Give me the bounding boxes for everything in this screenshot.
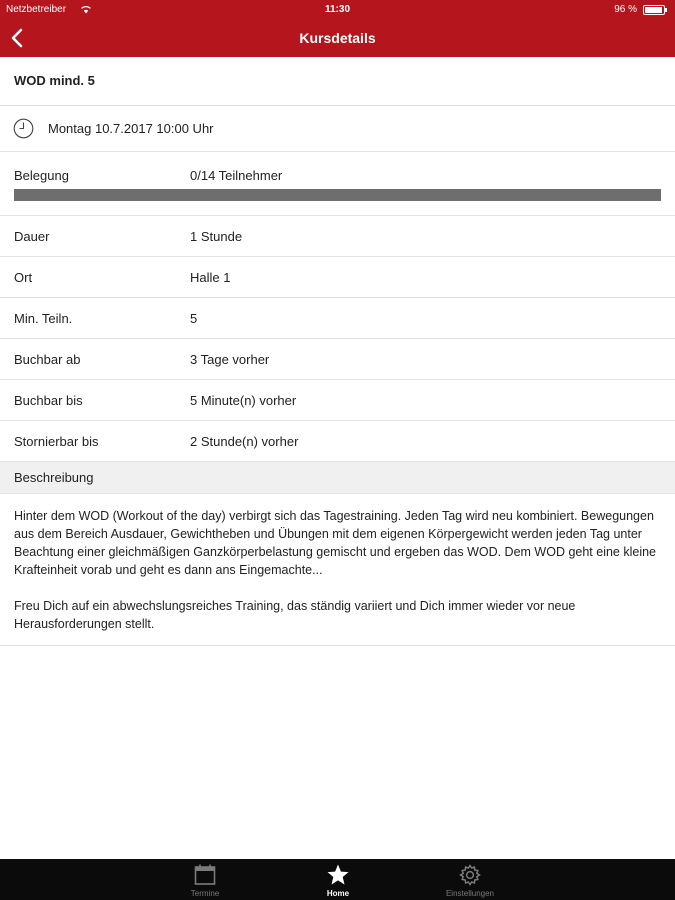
gear-icon (458, 863, 482, 887)
description-paragraph: Freu Dich auf ein abwechslungsreiches Training, das ständig variiert und Dich immer wieder vor neue Herausforderungen stellt. (14, 599, 576, 631)
detail-value: 1 Stunde (190, 229, 243, 244)
header (0, 0, 675, 57)
battery-icon (643, 5, 665, 15)
description-text (0, 494, 675, 646)
status-time: 11:30 (324, 4, 351, 15)
detail-label: Stornierbar bis (14, 434, 99, 449)
tab-termine[interactable] (160, 859, 250, 900)
detail-value: 3 Tage vorher (190, 352, 270, 367)
tab-label: Termine (190, 889, 220, 898)
star-icon (326, 863, 350, 887)
status-bar (0, 0, 675, 20)
page-title: Kursdetails (299, 30, 376, 46)
detail-row-duration (0, 216, 675, 257)
detail-label: Dauer (14, 229, 50, 244)
occupancy-value: 0/14 Teilnehmer (190, 168, 283, 183)
course-date: Montag 10.7.2017 10:00 Uhr (48, 121, 214, 136)
detail-row-bookable-until (0, 380, 675, 421)
detail-label: Ort (14, 270, 33, 285)
course-date-row (0, 106, 675, 152)
tab-bar (0, 859, 675, 900)
detail-value: 2 Stunde(n) vorher (190, 434, 299, 449)
course-name: WOD mind. 5 (0, 57, 675, 106)
detail-row-min-participants (0, 298, 675, 339)
detail-row-location (0, 257, 675, 298)
course-details (0, 57, 675, 646)
detail-label: Buchbar bis (14, 393, 83, 408)
detail-row-cancellable-until (0, 421, 675, 462)
battery-percent: 96 % (614, 4, 637, 15)
detail-row-bookable-from (0, 339, 675, 380)
carrier-name: Netzbetreiber (6, 4, 67, 15)
detail-label: Min. Teiln. (14, 311, 73, 326)
navigation-bar (0, 20, 675, 57)
detail-value: 5 (190, 311, 198, 326)
description-paragraph: Hinter dem WOD (Workout of the day) verbirgt sich das Tagestraining. Jeden Tag wird neu kombiniert. Bewegungen aus dem Bereich Ausdauer, Gewichtheben und Übungen mit dem eigenen Körpergewicht werden jeden Tag unter Beachtung einer gleichmäßigen Ganzkörperbelastung gemischt und ergeben das WOD. Dem WOD geht eine kleine Krafteinheit vorab und geht es dann ans Eingemachte... (14, 509, 657, 577)
occupancy-row (0, 152, 675, 216)
calendar-icon (193, 863, 217, 887)
tab-label: Einstellungen (445, 889, 495, 898)
tab-einstellungen[interactable] (425, 859, 515, 900)
clock-icon (13, 118, 34, 139)
occupancy-label: Belegung (14, 168, 69, 183)
detail-value: Halle 1 (190, 270, 231, 285)
tab-label: Home (326, 889, 350, 898)
occupancy-progress-bar (14, 189, 661, 201)
detail-value: 5 Minute(n) vorher (190, 393, 297, 408)
description-header: Beschreibung (0, 462, 675, 494)
tab-home[interactable] (293, 859, 383, 900)
detail-label: Buchbar ab (14, 352, 81, 367)
